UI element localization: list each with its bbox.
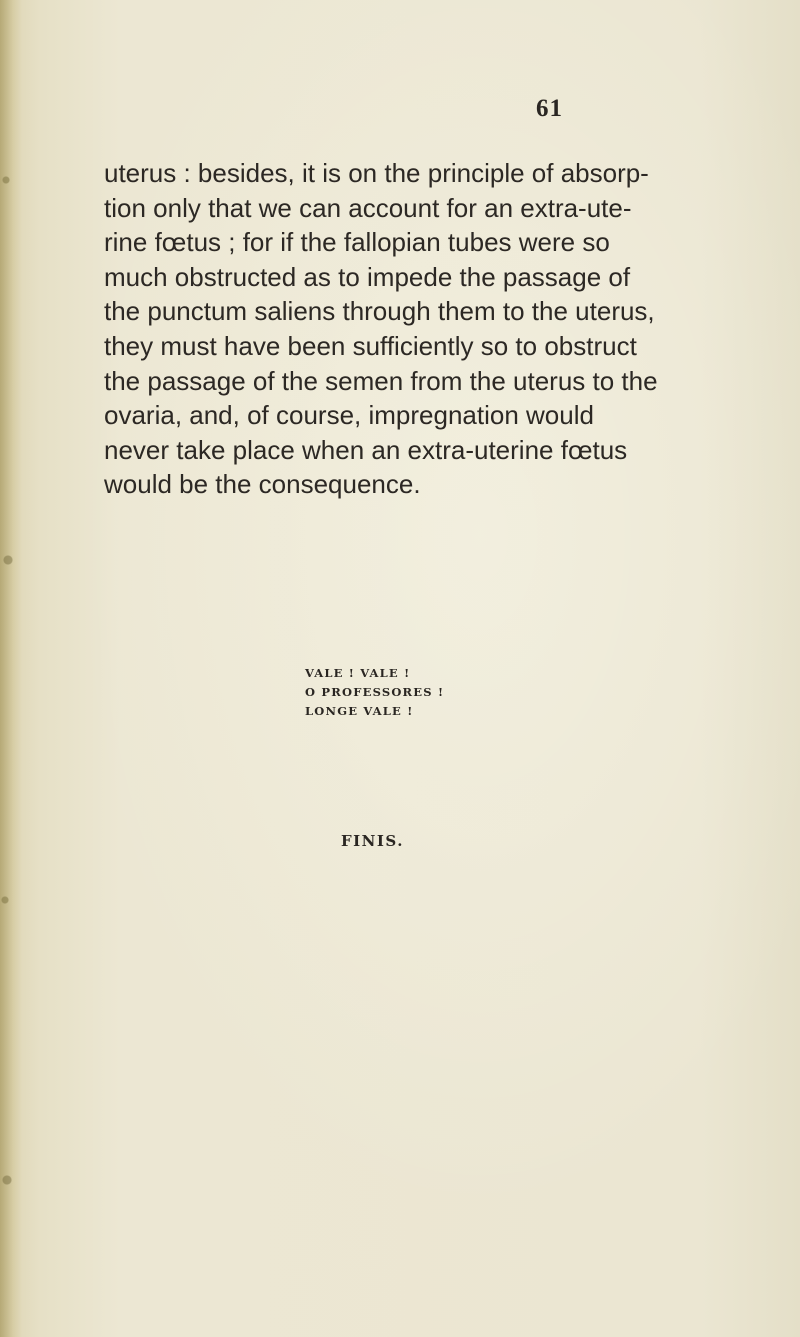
body-paragraph bbox=[104, 156, 664, 502]
valediction-line: VALE ! VALE ! bbox=[305, 666, 411, 680]
text-line: the passage of the semen from the uterus to the bbox=[104, 365, 658, 396]
valediction-line: LONGE VALE ! bbox=[305, 704, 414, 718]
finis-mark: FINIS. bbox=[341, 832, 404, 850]
page-edge-spots bbox=[0, 0, 18, 1337]
text-line: ovaria, and, of course, impregnation would bbox=[104, 400, 594, 431]
text-line: never take place when an extra-uterine fœtus bbox=[104, 434, 628, 465]
page-number: 61 bbox=[536, 95, 563, 122]
valediction-line: O PROFESSORES ! bbox=[305, 685, 445, 699]
text-line: the punctum saliens through them to the uterus, bbox=[104, 296, 655, 327]
text-line: uterus : besides, it is on the principle of absorp- bbox=[104, 158, 649, 188]
text-line: rine fœtus ; for if the fallopian tubes were so bbox=[104, 227, 610, 258]
text-line: tion only that we can account for an extra-ute- bbox=[104, 192, 632, 223]
text-line: would be the consequence. bbox=[104, 469, 421, 500]
text-line: much obstructed as to impede the passage of bbox=[104, 261, 631, 292]
text-line: they must have been sufficiently so to obstruct bbox=[104, 330, 637, 361]
closing-valediction bbox=[305, 664, 444, 721]
